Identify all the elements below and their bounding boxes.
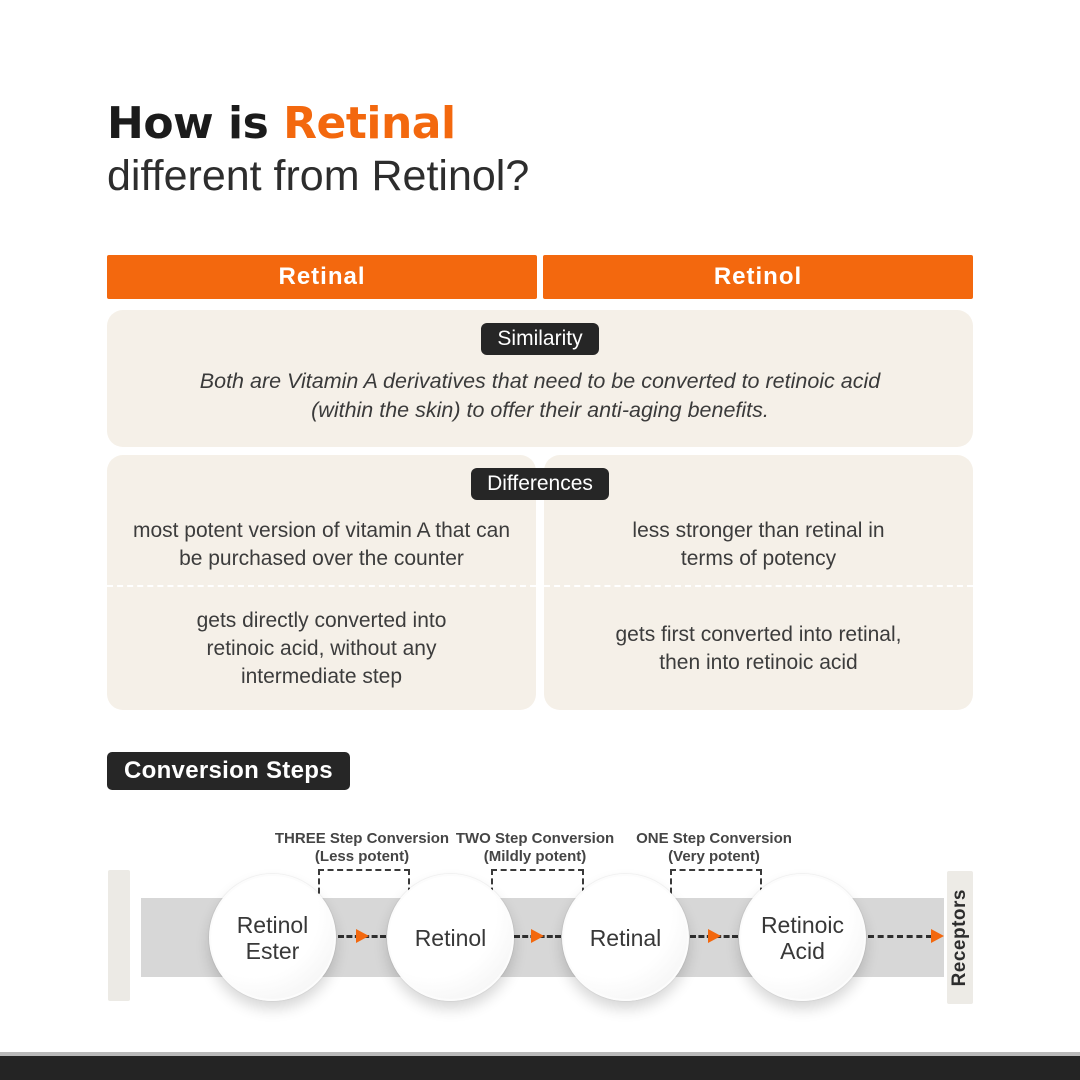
- step-label-text: TWO Step Conversion: [455, 830, 615, 847]
- step-potency-text: (Mildly potent): [483, 847, 587, 865]
- node-label: Retinoic Acid: [760, 911, 845, 964]
- page-title: [107, 98, 529, 202]
- conversion-steps-heading: [107, 752, 350, 790]
- title-prefix: How is: [107, 98, 284, 149]
- arrow-line: [868, 935, 932, 938]
- differences-badge-row: [0, 468, 1080, 500]
- title-highlight-retinal: Retinal: [283, 98, 456, 149]
- footer-bar: [0, 1056, 1080, 1080]
- receptors-bar: [947, 871, 973, 1004]
- step-potency-text: (Very potent): [668, 847, 760, 865]
- differences-badge: Differences: [471, 468, 609, 500]
- left-edge-bar: [108, 870, 130, 1001]
- node-retinoic-acid: [739, 874, 866, 1001]
- comparison-table-header: [107, 255, 973, 299]
- arrow-head-icon: [356, 929, 369, 943]
- node-label: Retinol: [414, 924, 487, 951]
- arrow-head-icon: [531, 929, 544, 943]
- title-line1: [107, 98, 529, 150]
- conversion-steps-badge: Conversion Steps: [107, 752, 350, 790]
- column-header-retinol: Retinol: [543, 255, 973, 299]
- difference-retinol-conversion: gets first converted into retinal, then into retinoic acid: [615, 622, 902, 674]
- similarity-badge: Similarity: [481, 323, 598, 355]
- step-label-text: ONE Step Conversion: [636, 830, 792, 847]
- difference-retinal-conversion: gets directly converted into retinoic acid, without any intermediate step: [196, 608, 447, 688]
- arrow-head-icon: [708, 929, 721, 943]
- node-retinol-ester: [209, 874, 336, 1001]
- step-label-one: [604, 830, 824, 865]
- similarity-text: Both are Vitamin A derivatives that need to be converted to retinoic acid (within the skin) to offer their anti-aging benefits.: [199, 369, 881, 422]
- step-potency-text: (Less potent): [314, 847, 410, 865]
- node-retinol: [387, 874, 514, 1001]
- column-header-retinal: Retinal: [107, 255, 537, 299]
- difference-cell: [544, 587, 973, 710]
- step-label-text: THREE Step Conversion: [274, 830, 450, 847]
- difference-retinal-potency: most potent version of vitamin A that can be purchased over the counter: [132, 519, 511, 570]
- receptors-label: Receptors: [949, 888, 970, 987]
- title-line2: different from Retinol?: [107, 152, 530, 200]
- node-label: Retinal: [589, 924, 662, 951]
- similarity-panel: [107, 310, 973, 447]
- node-retinal: [562, 874, 689, 1001]
- difference-retinol-potency: less stronger than retinal in terms of potency: [632, 519, 885, 570]
- arrow-head-icon: [931, 929, 944, 943]
- difference-cell: [107, 587, 536, 710]
- node-label: Retinol Ester: [236, 911, 309, 964]
